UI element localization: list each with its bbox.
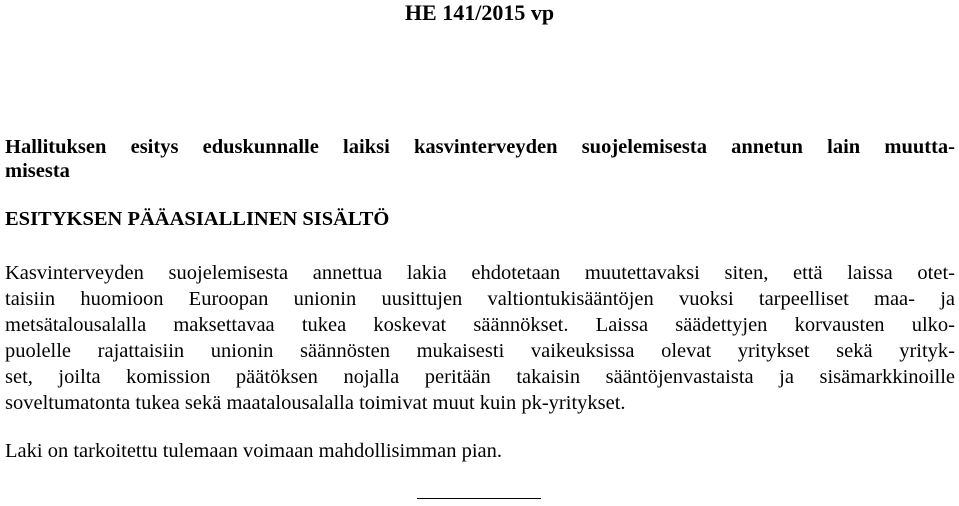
paragraph-line: taisiin huomioon Euroopan unionin uusittujen valtiontukisääntöjen vuoksi tarpeelliset maa- ja — [5, 288, 955, 310]
title-line: misesta — [5, 160, 70, 182]
document-id: HE 141/2015 vp — [404, 0, 555, 25]
paragraph-line: puolelle rajattaisiin unionin säännösten mukaisesti vaikeuksissa olevat yritykset sekä yrityk- — [5, 340, 955, 362]
paragraph-line: soveltumatonta tukea sekä maatalousalalla toimivat muut kuin pk-yritykset. — [5, 392, 626, 414]
title-line: Hallituksen esitys eduskunnalle laiksi kasvinterveyden suojelemisesta annetun lain muutta- — [5, 136, 955, 158]
summary-paragraph — [5, 260, 955, 416]
paragraph-line: Kasvinterveyden suojelemisesta annettua lakia ehdotetaan muutettavaksi siten, että laissa otet- — [5, 262, 955, 284]
paragraph-line: set, joilta komission päätöksen nojalla peritään takaisin sääntöjenvastaista ja sisämarkkinoille — [5, 366, 955, 388]
entry-into-force-paragraph: Laki on tarkoitettu tulemaan voimaan mahdollisimman pian. — [5, 440, 503, 462]
closing-rule — [417, 498, 541, 499]
document-title — [5, 135, 955, 183]
section-heading: ESITYKSEN PÄÄASIALLINEN SISÄLTÖ — [5, 208, 390, 230]
paragraph-line: metsätalousalalla maksettavaa tukea koskevat säännökset. Laissa säädettyjen korvausten ulko- — [5, 314, 955, 336]
